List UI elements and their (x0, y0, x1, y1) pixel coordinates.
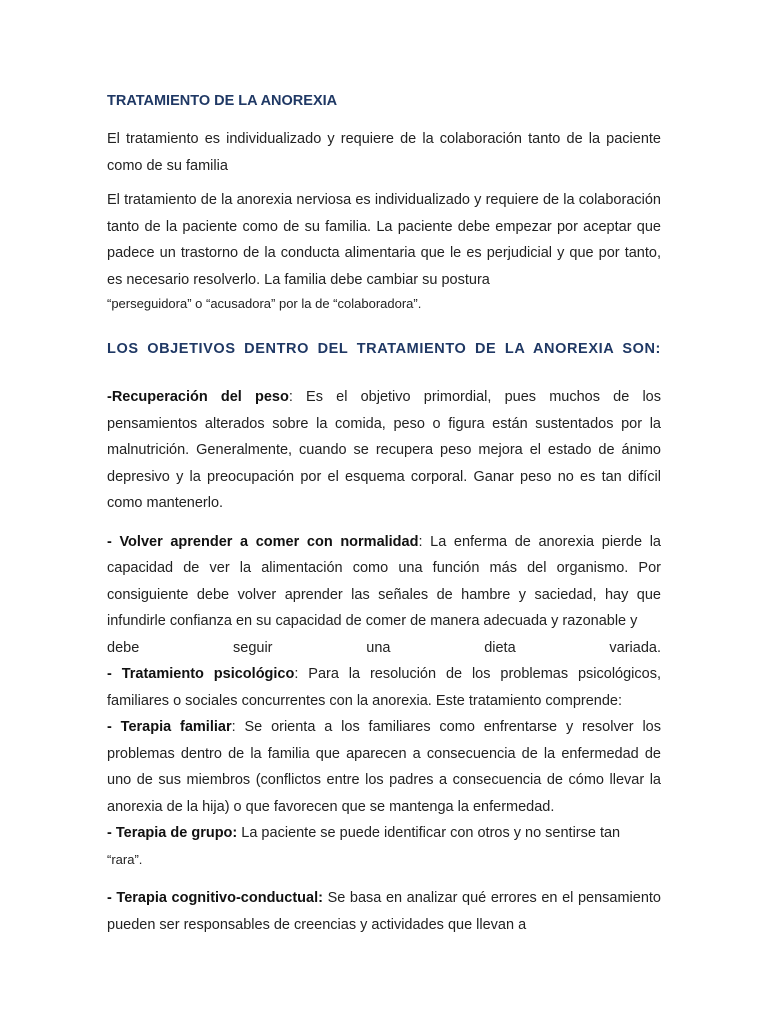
objective-text: Se basa en analizar qué errores en el pensamiento pueden ser responsables de creencias y actividades que llevan a (107, 890, 662, 933)
objective-quote: “rara”. (107, 851, 143, 867)
treatment-paragraph-text: El tratamiento de la anorexia nerviosa es individualizado y requiere de la colaboración tanto de la paciente como de su familia. La paciente debe empezar por aceptar que padece un trastorno de la conducta alimentaria que le es perjudicial y que por tanto, es necesario resolverlo. La familia debe cambiar su postura (107, 192, 661, 288)
document-body (107, 91, 661, 938)
objective-text: : Se orienta a los familiares como enfrentarse y resolver los problemas dentro de la familia que aparecen a consecuencia de la enfermedad de uno de sus miembros (conflictos entre los padres a consecuencia de cómo llevar la anorexia de la hija) o que favorecen que se mantenga la enfermedad. (107, 719, 661, 815)
objective-comer-normalidad (107, 529, 661, 662)
objective-recuperacion-peso (107, 384, 661, 517)
objective-terapia-familiar (107, 714, 661, 820)
objective-last-line: debe seguir una dieta variada. (107, 639, 661, 656)
objective-label: -Recuperación del peso (107, 389, 289, 405)
objective-text: La paciente se puede identificar con otros y no sentirse tan (237, 825, 621, 841)
objective-label: - Terapia cognitivo-conductual: (107, 890, 323, 906)
objective-label: - Volver aprender a comer con normalidad (107, 533, 419, 550)
objective-text: : Para la resolución de los problemas psicológicos, familiares o sociales concurrentes con la anorexia. Este tratamiento comprende: (107, 666, 661, 709)
treatment-quote-line: “perseguidora” o “acusadora” por la de “colaboradora”. (107, 296, 422, 311)
objective-terapia-cognitivo (107, 885, 661, 938)
objective-terapia-grupo (107, 820, 661, 873)
intro-paragraph: El tratamiento es individualizado y requiere de la colaboración tanto de la paciente como de su familia (107, 131, 661, 174)
objective-text: : La enferma de anorexia pierde la capacidad de ver la alimentación como una función más del organismo. Por consiguiente debe volver aprender las señales de hambre y saciedad, hay que infundirle confianza en su capacidad de comer de manera adecuada y razonable y (107, 533, 661, 629)
objective-label: - Terapia de grupo: (107, 825, 238, 841)
objective-tratamiento-psicologico (107, 661, 661, 714)
objective-text: : Es el objetivo primordial, pues muchos de los pensamientos alterados sobre la comida, peso o figura están sustentados por la malnutrición. Generalmente, cuando se recupera peso mejora el estado de ánimo depresivo y la preocupación por el esquema corporal. Ganar peso no es tan difícil como mantenerlo. (107, 389, 661, 511)
objective-label: - Tratamiento psicológico (107, 666, 295, 682)
objectives-heading: LOS OBJETIVOS DENTRO DEL TRATAMIENTO DE LA ANOREXIA SON: (107, 341, 661, 357)
objective-label: - Terapia familiar (107, 719, 232, 735)
page-title: TRATAMIENTO DE LA ANOREXIA (107, 93, 338, 109)
treatment-paragraph (107, 187, 661, 293)
